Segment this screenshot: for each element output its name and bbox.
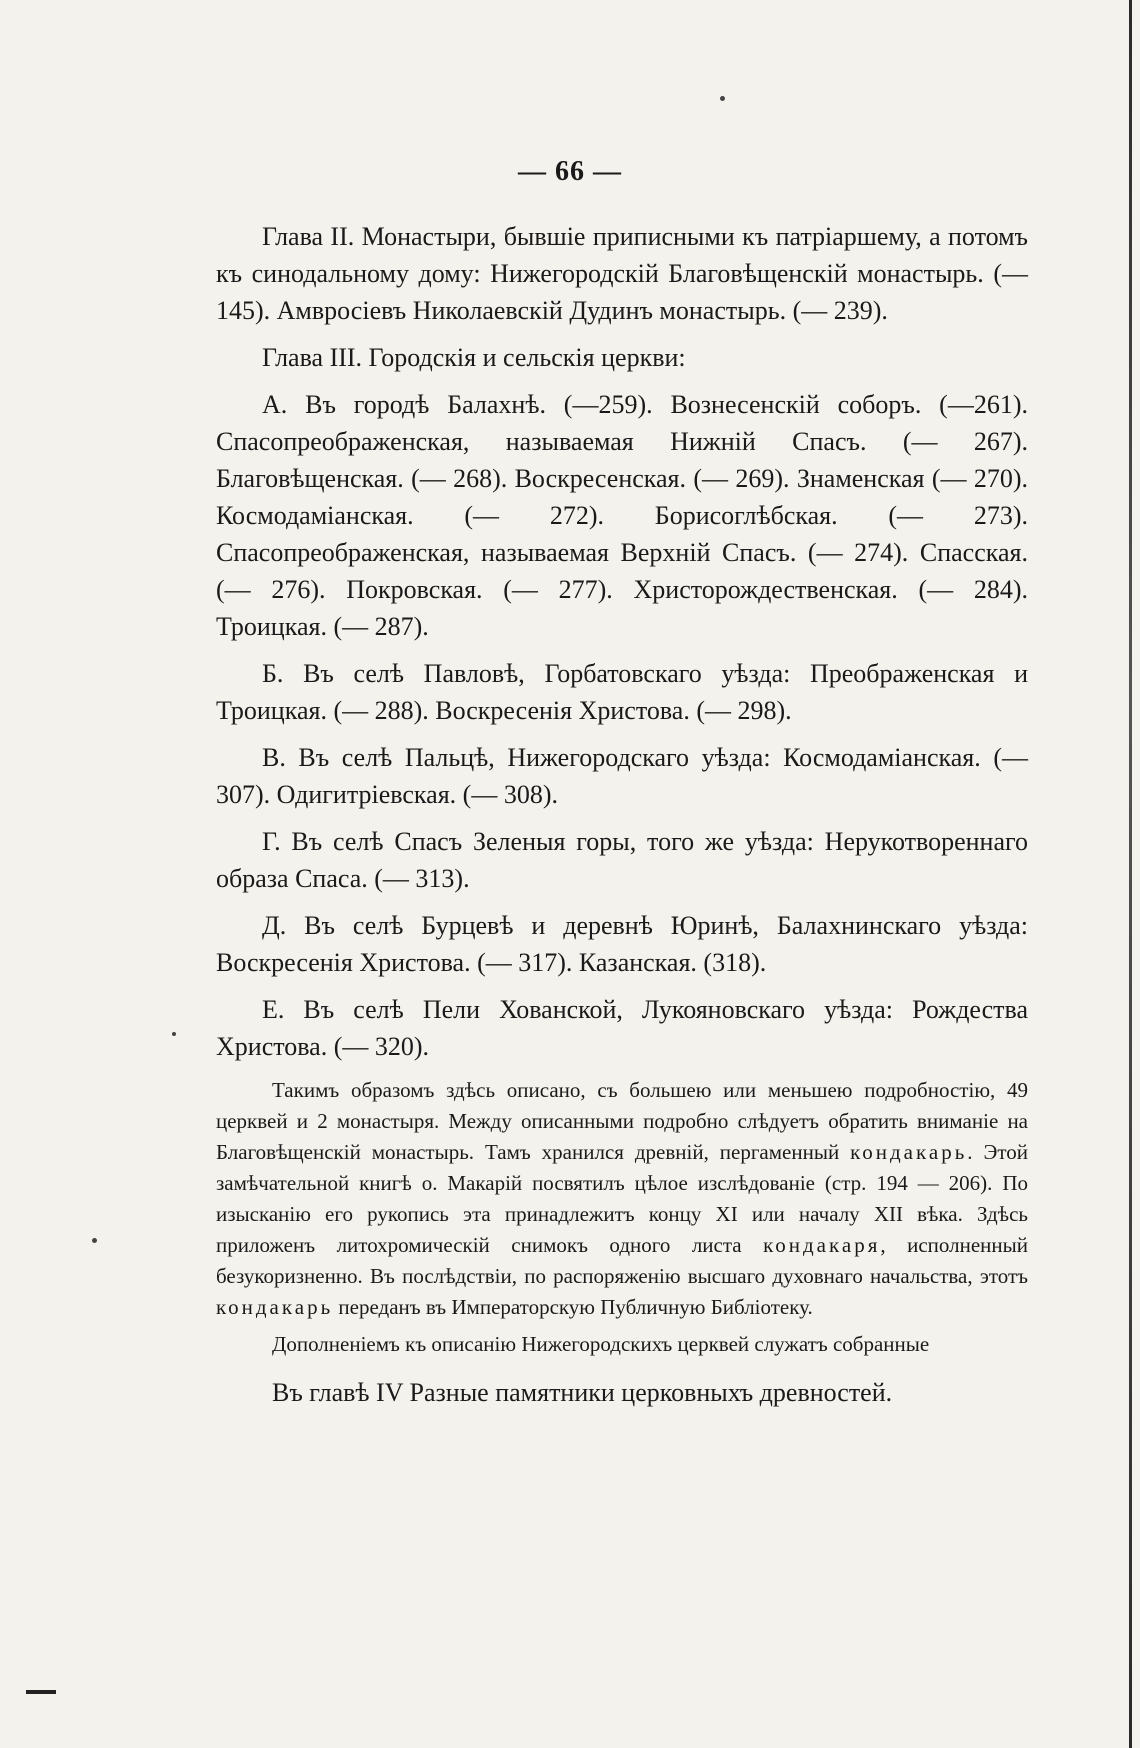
commentary-paragraph-1 [216,1075,1028,1323]
paragraph-section-d: Д. Въ селѣ Бурцевѣ и деревнѣ Юринѣ, Балахнинскаго уѣзда: Воскресенія Христова. (— 317). Казанская. (318). [216,911,1028,977]
ink-speck [92,1238,97,1243]
commentary-text: Такимъ образомъ здѣсь описано, съ большею или меньшею подробностію, 49 церквей и 2 монастыря. Между описанными подробно слѣдуетъ обратить вниманіе на Благовѣщенскій монастырь. Тамъ хранился древній, пергаменный [216,1078,1028,1164]
commentary-text: , исполненный безукоризненно. Въ послѣдствіи, по распоряженію высшаго духовнаго начальства, этотъ [216,1233,1028,1288]
paragraph-section-g: Г. Въ селѣ Спасъ Зеленыя горы, того же уѣзда: Нерукотвореннаго образа Спаса. (— 313). [216,827,1028,893]
commentary-block [216,1075,1028,1360]
ink-speck [172,1032,176,1036]
commentary-text: переданъ въ Императорскую Публичную Библіотеку. [333,1295,813,1319]
commentary-text: . Этой замѣчательной книгѣ о. Макарій посвятилъ цѣлое изслѣдованіе (стр. 194 — 206). По изысканію его рукопись эта принадлежитъ концу XI или началу XII вѣка. Здѣсь приложенъ литохромическій снимокъ одного листа [216,1140,1028,1257]
paragraph-section-v: В. Въ селѣ Пальцѣ, Нижегородскаго уѣзда: Космодаміанская. (— 307). Одигитріевская. (— 308). [216,743,1028,809]
page-body [216,218,1028,1411]
spaced-word: кондакарь [216,1295,334,1319]
paragraph-chapter-2: Глава II. Монастыри, бывшіе приписными къ патріаршему, а потомъ къ синодальному дому: Нижегородскій Благовѣщенскій монастырь. (— 145). Амвросіевъ Николаевскій Дудинъ монастырь. (— 239). [216,222,1028,325]
spaced-word: кондакарь [850,1140,968,1164]
ink-speck [720,96,725,101]
commentary-paragraph-2: Дополненіемъ къ описанію Нижегородскихъ церквей служатъ собранные [272,1332,930,1356]
paragraph-section-a: А. Въ городѣ Балахнѣ. (—259). Вознесенскій соборъ. (—261). Спасопреображенская, называемая Нижній Спасъ. (— 267). Благовѣщенская. (— 268). Воскресенская. (— 269). Знаменская (— 270). Космодаміанская. (— 272). Борисоглѣбская. (— 273). Спасопреображенская, называемая Верхній Спасъ. (— 274). Спасская. (— 276). Покровская. (— 277). Христорождественская. (— 284). Троицкая. (— 287). [216,390,1028,641]
page-number: — 66 — [518,156,622,187]
final-line: Въ главѣ IV Разные памятники церковныхъ древностей. [272,1378,893,1407]
paragraph-chapter-3: Глава III. Городскія и сельскія церкви: [262,343,686,372]
page-edge-shadow [1129,0,1132,1748]
margin-mark [26,1690,56,1694]
paragraph-section-b: Б. Въ селѣ Павловѣ, Горбатовскаго уѣзда: Преображенская и Троицкая. (— 288). Воскресенія Христова. (— 298). [216,659,1028,725]
spaced-word: кондакаря [763,1233,881,1257]
paragraph-section-e: Е. Въ селѣ Пели Хованской, Лукояновскаго уѣзда: Рождества Христова. (— 320). [216,995,1028,1061]
